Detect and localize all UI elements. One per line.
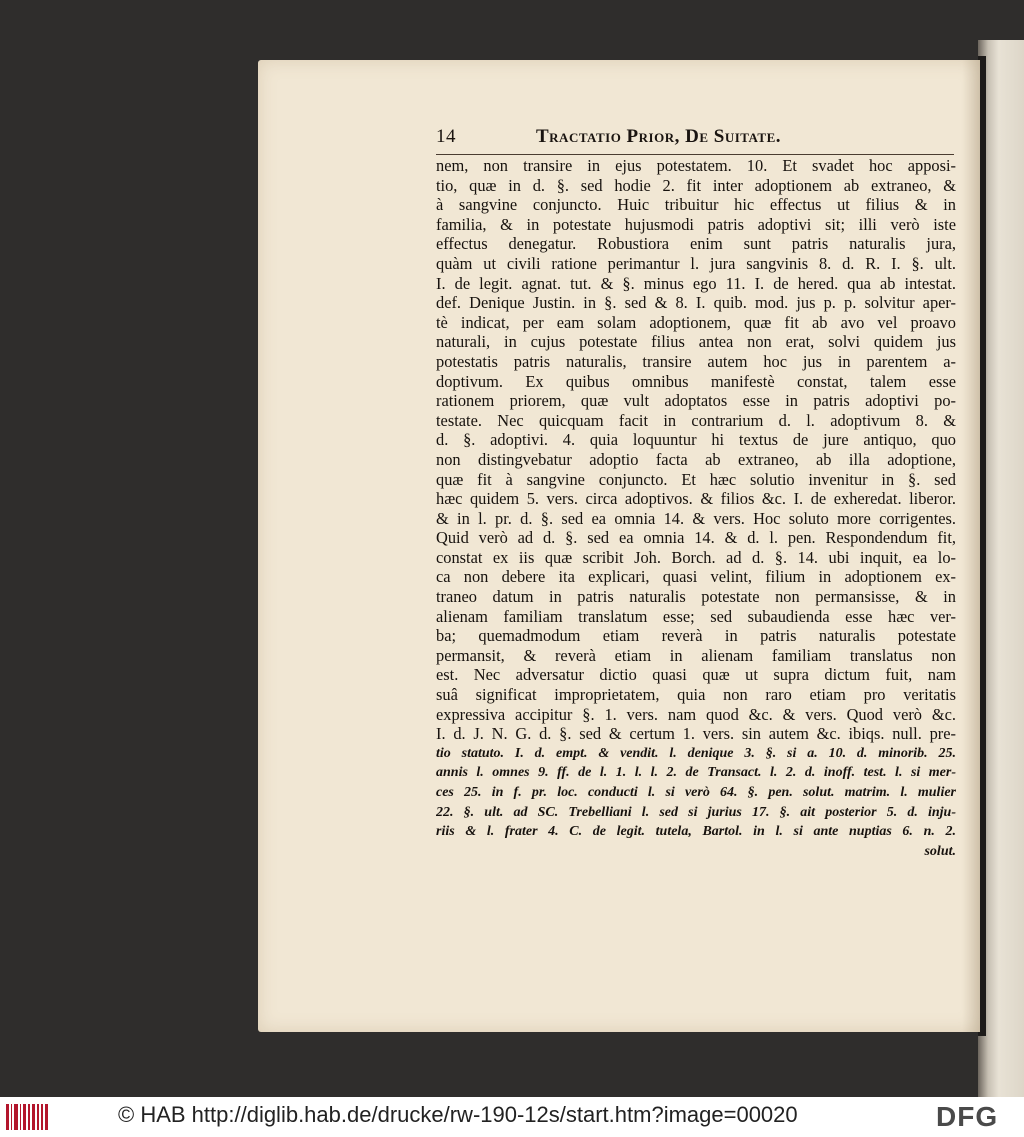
text-line: I. d. J. N. G. d. §. sed & certum 1. vers. sin autem &c. ibiqs. null. pre- [436,724,956,744]
text-line: naturali, in cujus potestate filius antea non erat, solvi quidem jus [436,332,956,352]
barcode-icon [6,1104,48,1130]
text-line: I. de legit. agnat. tut. & §. minus ego 11. I. de hered. qua ab intestat. [436,273,956,293]
text-line: rationem priorem, quæ vult adoptatos esse in patris adoptivi po- [436,391,956,411]
text-line: permansit, & reverà etiam in alienam familiam translatus non [436,645,956,665]
text-line: quæ fit à sangvine conjuncto. Et hæc solutio invenitur in §. sed [436,469,956,489]
page-gutter [962,60,980,1032]
text-line: annis l. omnes 9. ff. de l. 1. l. l. 2. de Transact. l. 2. d. inoff. test. l. si mer- [436,765,956,781]
text-line: ca non debere ita explicari, quasi velint, filium in adoptionem ex- [436,567,956,587]
footer-bar [0,1097,1024,1137]
text-line: 22. §. ult. ad SC. Trebelliani l. sed si jurius 17. §. ait posterior 5. d. inju- [436,804,956,820]
text-line: à sangvine conjuncto. Huic tribuitur hic effectus ut filius & in [436,195,956,215]
text-line: non distingvebatur adoptio facta ab extraneo, ab illa adoptione, [436,449,956,469]
text-line: solut. [924,843,956,859]
text-line: testate. Nec quicquam facit in contrarium d. l. adoptivum 8. & [436,410,956,430]
running-head [436,126,936,152]
text-line: alienam familiam translatum esse; sed subaudienda esse hæc ver- [436,606,956,626]
running-title: Tractatio Prior, De Suitate. [536,126,781,147]
text-line: familia, & in potestate hujusmodi patris adoptivi sit; illi verò iste [436,214,956,234]
text-line: tio statuto. I. d. empt. & vendit. l. denique 3. §. si a. 10. d. minorib. 25. [436,745,956,761]
text-line: nem, non transire in ejus potestatem. 10. Et svadet hoc apposi- [436,156,956,175]
text-line: ba; quemadmodum etiam reverà in patris naturalis potestate [436,626,956,646]
page-body-text [436,156,956,861]
text-line: Quid verò ad d. §. sed ea omnia 14. & d. l. pen. Respondendum fit, [436,528,956,548]
text-line: def. Denique Justin. in §. sed & 8. I. quib. mod. jus p. p. solvitur aper- [436,293,956,313]
text-line: effectus denegatur. Robustiora enim sunt patris naturalis jura, [436,234,956,254]
text-line: quàm ut civili ratione perimantur l. jura sangvinis 8. d. R. I. §. ult. [436,253,956,273]
copyright-link[interactable]: © HAB http://diglib.hab.de/drucke/rw-190-12s/start.htm?image=00020 [118,1102,798,1127]
text-line: est. Nec adversatur dictio quasi quæ ut supra dictum fuit, nam [436,665,956,685]
text-line: traneo datum in patris naturalis potestate non permansisse, & in [436,587,956,607]
text-line: hæc quidem 5. vers. circa adoptivos. & filios &c. I. de exheredat. liberor. [436,489,956,509]
text-line: tio, quæ in d. §. sed hodie 2. fit inter adoptionem ab extraneo, & [436,175,956,195]
text-line: potestatis patris naturalis, transire autem hoc jus in parentem a- [436,351,956,371]
book-page [258,60,980,1032]
text-line: & in l. pr. d. §. sed ea omnia 14. & vers. Hoc soluto more corrigentes. [436,508,956,528]
text-line: constat ex iis quæ scribit Joh. Borch. ad d. §. 14. ubi inquit, ea lo- [436,547,956,567]
text-line: ces 25. in f. pr. loc. conducti l. si verò 64. §. pen. solut. matrim. l. mulier [436,785,956,800]
text-line: expressiva accipitur §. 1. vers. nam quod &c. & vers. Quod verò &c. [436,704,956,724]
page-number: 14 [436,126,456,147]
text-line: tè indicat, per eam solam adoptionem, quæ fit ab avo vel proavo [436,312,956,332]
text-line: riis & l. frater 4. C. de legit. tutela, Bartol. in l. si ante nuptias 6. n. 2. [436,824,956,840]
text-line: d. §. adoptivi. 4. quia loquuntur hi textus de jure antiquo, quo [436,430,956,450]
dfg-logo: DFG [936,1101,999,1132]
header-rule [436,154,954,155]
text-line: doptivum. Ex quibus omnibus manifestè constat, talem esse [436,371,956,391]
text-line: suâ significat improprietatem, quia non raro etiam pro veritatis [436,685,956,705]
